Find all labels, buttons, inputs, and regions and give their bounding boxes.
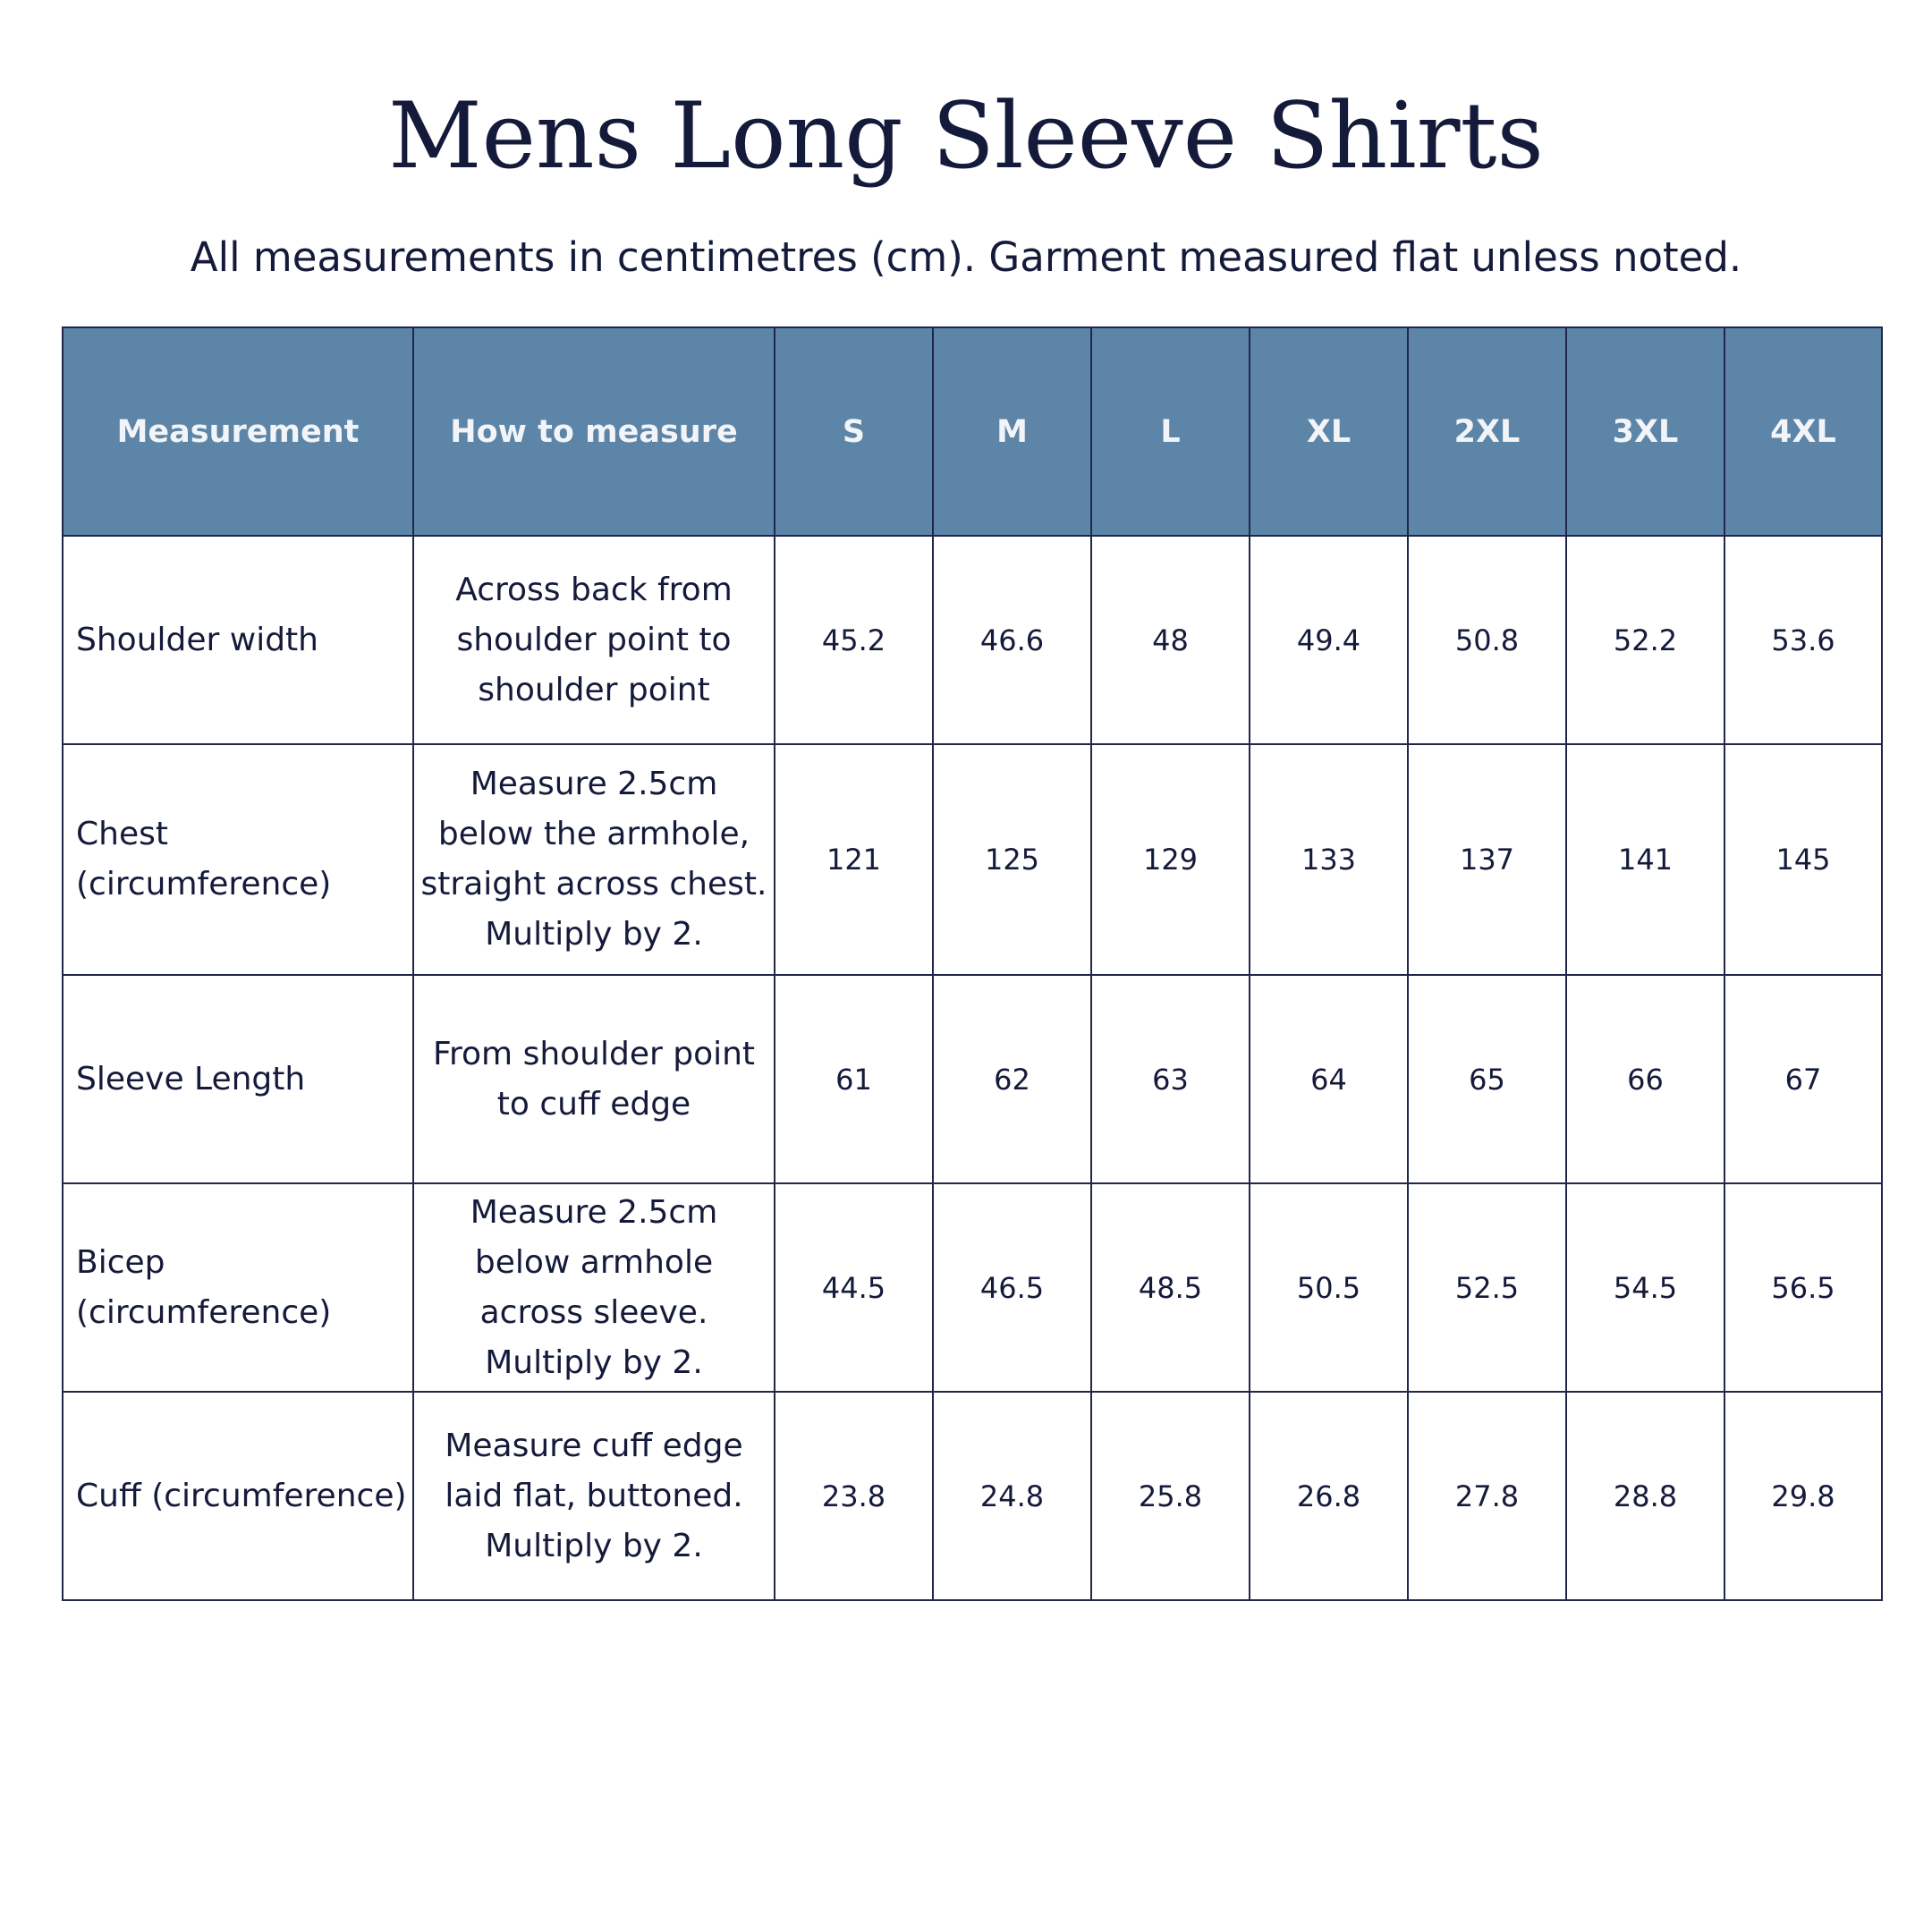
how-to-measure-text: Across back from shoulder point to shoulder point [413, 536, 775, 744]
size-value-4xl: 145 [1724, 744, 1882, 975]
table-row-sleeve-length [63, 975, 1882, 1183]
measurement-name: Shoulder width [63, 536, 413, 744]
table-row-bicep [63, 1183, 1882, 1392]
measurement-name: Bicep (circumference) [63, 1183, 413, 1392]
size-value-2xl: 52.5 [1408, 1183, 1566, 1392]
how-to-measure-text: From shoulder point to cuff edge [413, 975, 775, 1183]
size-chart-table [62, 326, 1883, 1601]
size-value-xl: 64 [1250, 975, 1408, 1183]
size-value-s: 44.5 [775, 1183, 933, 1392]
size-value-2xl: 27.8 [1408, 1392, 1566, 1600]
size-value-s: 61 [775, 975, 933, 1183]
size-value-4xl: 29.8 [1724, 1392, 1882, 1600]
size-value-s: 121 [775, 744, 933, 975]
how-to-measure-text: Measure 2.5cm below the armhole, straight across chest. Multiply by 2. [413, 744, 775, 975]
size-value-s: 23.8 [775, 1392, 933, 1600]
size-value-xl: 133 [1250, 744, 1408, 975]
measurement-name: Chest (circumference) [63, 744, 413, 975]
column-header-how-to-measure: How to measure [413, 327, 775, 536]
size-value-xl: 50.5 [1250, 1183, 1408, 1392]
measurement-name: Sleeve Length [63, 975, 413, 1183]
measurement-name: Cuff (circumference) [63, 1392, 413, 1600]
table-row-chest [63, 744, 1882, 975]
size-value-4xl: 53.6 [1724, 536, 1882, 744]
page-subtitle: All measurements in centimetres (cm). Garment measured flat unless noted. [190, 233, 1742, 281]
column-header-size-3xl: 3XL [1566, 327, 1724, 536]
column-header-size-s: S [775, 327, 933, 536]
size-value-m: 46.5 [933, 1183, 1091, 1392]
page-title: Mens Long Sleeve Shirts [388, 83, 1544, 190]
size-value-l: 48.5 [1091, 1183, 1250, 1392]
size-value-4xl: 67 [1724, 975, 1882, 1183]
size-value-xl: 26.8 [1250, 1392, 1408, 1600]
size-value-4xl: 56.5 [1724, 1183, 1882, 1392]
how-to-measure-text: Measure cuff edge laid flat, buttoned. Multiply by 2. [413, 1392, 775, 1600]
column-header-size-l: L [1091, 327, 1250, 536]
table-row-shoulder-width [63, 536, 1882, 744]
table-header-row [63, 327, 1882, 536]
size-value-2xl: 50.8 [1408, 536, 1566, 744]
size-value-3xl: 66 [1566, 975, 1724, 1183]
size-value-m: 24.8 [933, 1392, 1091, 1600]
column-header-measurement: Measurement [63, 327, 413, 536]
size-value-l: 63 [1091, 975, 1250, 1183]
size-value-m: 46.6 [933, 536, 1091, 744]
how-to-measure-text: Measure 2.5cm below armhole across sleeve. Multiply by 2. [413, 1183, 775, 1392]
column-header-size-2xl: 2XL [1408, 327, 1566, 536]
size-value-2xl: 137 [1408, 744, 1566, 975]
size-value-xl: 49.4 [1250, 536, 1408, 744]
column-header-size-m: M [933, 327, 1091, 536]
size-value-m: 125 [933, 744, 1091, 975]
size-value-2xl: 65 [1408, 975, 1566, 1183]
column-header-size-xl: XL [1250, 327, 1408, 536]
size-value-3xl: 141 [1566, 744, 1724, 975]
size-value-3xl: 28.8 [1566, 1392, 1724, 1600]
size-value-3xl: 54.5 [1566, 1183, 1724, 1392]
size-value-s: 45.2 [775, 536, 933, 744]
size-value-3xl: 52.2 [1566, 536, 1724, 744]
size-value-l: 48 [1091, 536, 1250, 744]
column-header-size-4xl: 4XL [1724, 327, 1882, 536]
size-value-l: 25.8 [1091, 1392, 1250, 1600]
size-value-m: 62 [933, 975, 1091, 1183]
size-value-l: 129 [1091, 744, 1250, 975]
table-row-cuff [63, 1392, 1882, 1600]
